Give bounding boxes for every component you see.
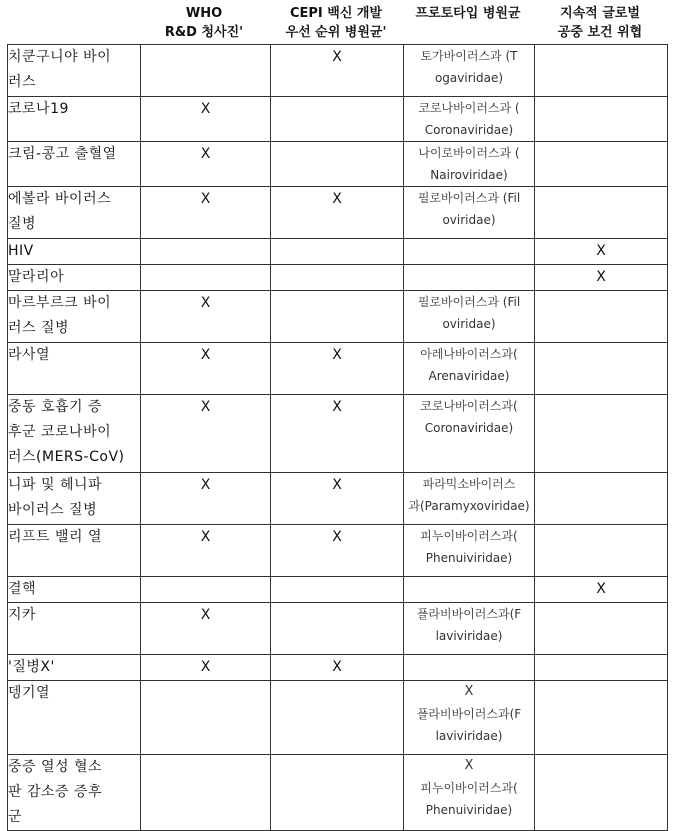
global-threat-mark bbox=[535, 142, 668, 187]
who-mark: X bbox=[141, 97, 271, 142]
disease-name bbox=[8, 142, 141, 187]
cepi-mark bbox=[271, 577, 404, 603]
global-threat-mark bbox=[535, 525, 668, 577]
prototype-family bbox=[404, 291, 535, 343]
cepi-mark: X bbox=[271, 343, 404, 395]
disease-name-line: 중동 호흡기 증 bbox=[8, 399, 103, 415]
prototype-family bbox=[404, 577, 535, 603]
global-threat-mark bbox=[535, 473, 668, 525]
disease-name bbox=[8, 655, 141, 681]
disease-name bbox=[8, 577, 141, 603]
table-row bbox=[8, 603, 668, 655]
header-cepi-priority bbox=[270, 4, 403, 44]
prototype-family bbox=[404, 525, 535, 577]
disease-name-line: 지카 bbox=[8, 607, 37, 623]
cepi-mark bbox=[271, 291, 404, 343]
prototype-family-line: 나이로바이러스과 ( bbox=[418, 146, 520, 160]
disease-name bbox=[8, 603, 141, 655]
table-row bbox=[8, 755, 668, 831]
global-threat-mark: X bbox=[535, 577, 668, 603]
table-row bbox=[8, 577, 668, 603]
table-row bbox=[8, 473, 668, 525]
disease-name bbox=[8, 239, 141, 265]
table-row bbox=[8, 291, 668, 343]
table-row bbox=[8, 525, 668, 577]
who-mark bbox=[141, 577, 271, 603]
header-line: 우선 순위 병원균' bbox=[285, 25, 387, 40]
who-mark: X bbox=[141, 395, 271, 473]
prototype-family bbox=[404, 343, 535, 395]
table-row bbox=[8, 187, 668, 239]
prototype-family bbox=[404, 239, 535, 265]
prototype-family-line: X bbox=[464, 758, 474, 773]
prototype-family-line: 토가바이러스과 (T bbox=[420, 49, 518, 63]
who-mark: X bbox=[141, 525, 271, 577]
header-global-threat bbox=[534, 4, 667, 44]
prototype-family-line: oviridae) bbox=[442, 317, 496, 331]
cepi-mark: X bbox=[271, 395, 404, 473]
disease-name-line: 라사열 bbox=[8, 347, 51, 363]
disease-name-line: 니파 및 헤니파 bbox=[8, 477, 103, 493]
prototype-family-line: laviviridae) bbox=[435, 629, 503, 643]
disease-name-line: 러스(MERS-CoV) bbox=[8, 449, 125, 465]
prototype-family-line: 파라믹소바이러스 bbox=[422, 477, 516, 491]
who-mark bbox=[141, 239, 271, 265]
who-mark: X bbox=[141, 187, 271, 239]
disease-name-line: 판 감소증 증후 bbox=[8, 784, 103, 800]
global-threat-mark bbox=[535, 395, 668, 473]
global-threat-mark bbox=[535, 681, 668, 755]
disease-name-line: '질병X' bbox=[8, 659, 55, 675]
prototype-family bbox=[404, 655, 535, 681]
disease-name-line: 에볼라 바이러스 bbox=[8, 191, 112, 207]
disease-name bbox=[8, 291, 141, 343]
header-line: 지속적 글로벌 bbox=[560, 6, 640, 21]
disease-name-line: 뎅기열 bbox=[8, 685, 51, 701]
cepi-mark: X bbox=[271, 473, 404, 525]
disease-name-line: 바이러스 질병 bbox=[8, 502, 98, 518]
who-mark bbox=[141, 265, 271, 291]
who-mark: X bbox=[141, 655, 271, 681]
prototype-family-line: ogaviridae) bbox=[434, 71, 504, 85]
prototype-family-line: oviridae) bbox=[442, 213, 496, 227]
table-row bbox=[8, 395, 668, 473]
global-threat-mark: X bbox=[535, 265, 668, 291]
disease-name bbox=[8, 97, 141, 142]
table-row bbox=[8, 45, 668, 97]
prototype-family bbox=[404, 187, 535, 239]
prototype-family bbox=[404, 395, 535, 473]
disease-name bbox=[8, 755, 141, 831]
prototype-family-line: 피누이바이러스과( bbox=[420, 529, 518, 543]
header-line: WHO bbox=[185, 6, 223, 21]
header-line: CEPI 백신 개발 bbox=[289, 6, 383, 21]
prototype-family-line: 과(Paramyxoviridae) bbox=[408, 499, 530, 513]
global-threat-mark bbox=[535, 755, 668, 831]
cepi-mark bbox=[271, 97, 404, 142]
header-who-rd-blueprint bbox=[139, 4, 269, 44]
prototype-family-line: 필로바이러스과 (Fil bbox=[417, 191, 521, 205]
cepi-mark: X bbox=[271, 655, 404, 681]
who-mark: X bbox=[141, 603, 271, 655]
disease-name-line: 치쿤구니야 바이 bbox=[8, 49, 112, 65]
prototype-family-line: laviviridae) bbox=[435, 729, 503, 743]
header-line: R&D 청사진' bbox=[164, 25, 244, 40]
prototype-family-line: 코로나바이러스과( bbox=[420, 399, 518, 413]
table-row bbox=[8, 142, 668, 187]
prototype-family bbox=[404, 473, 535, 525]
prototype-family-line: 플라비바이러스과(F bbox=[416, 607, 522, 621]
table-row bbox=[8, 655, 668, 681]
cepi-mark bbox=[271, 603, 404, 655]
table-row bbox=[8, 681, 668, 755]
prototype-family-line: 플라비바이러스과(F bbox=[416, 707, 522, 721]
disease-name bbox=[8, 395, 141, 473]
cepi-mark: X bbox=[271, 525, 404, 577]
global-threat-mark: X bbox=[535, 239, 668, 265]
disease-name-line: 마르부르크 바이 bbox=[8, 295, 112, 311]
disease-name-line: 코로나19 bbox=[8, 101, 69, 117]
prototype-family-line: X bbox=[464, 684, 474, 699]
disease-name-line: 러스 bbox=[8, 74, 37, 90]
prototype-family-line: Phenuiviridae) bbox=[425, 803, 513, 817]
cepi-mark bbox=[271, 142, 404, 187]
who-mark bbox=[141, 681, 271, 755]
prototype-family bbox=[404, 45, 535, 97]
disease-name bbox=[8, 473, 141, 525]
disease-name-line: 중증 열성 혈소 bbox=[8, 759, 103, 775]
disease-name bbox=[8, 265, 141, 291]
who-mark: X bbox=[141, 343, 271, 395]
global-threat-mark bbox=[535, 343, 668, 395]
prototype-family bbox=[404, 603, 535, 655]
disease-name-line: 군 bbox=[8, 809, 23, 825]
disease-name-line: HIV bbox=[8, 243, 34, 259]
disease-name-line: 후군 코로나바이 bbox=[8, 424, 112, 440]
who-mark bbox=[141, 45, 271, 97]
disease-name-line: 러스 질병 bbox=[8, 320, 70, 336]
disease-name bbox=[8, 525, 141, 577]
table-row bbox=[8, 343, 668, 395]
who-mark: X bbox=[141, 291, 271, 343]
prototype-family bbox=[404, 755, 535, 831]
prototype-family bbox=[404, 265, 535, 291]
cepi-mark: X bbox=[271, 45, 404, 97]
cepi-mark bbox=[271, 265, 404, 291]
who-mark: X bbox=[141, 473, 271, 525]
prototype-family-line: 아레나바이러스과( bbox=[420, 347, 518, 361]
prototype-family-line: Coronaviridae) bbox=[424, 123, 514, 137]
prototype-family bbox=[404, 681, 535, 755]
disease-name bbox=[8, 681, 141, 755]
global-threat-mark bbox=[535, 291, 668, 343]
global-threat-mark bbox=[535, 187, 668, 239]
who-mark bbox=[141, 755, 271, 831]
global-threat-mark bbox=[535, 655, 668, 681]
pathogen-table bbox=[7, 44, 668, 831]
table-row bbox=[8, 239, 668, 265]
header-prototype-pathogen bbox=[403, 4, 534, 44]
disease-name-line: 리프트 밸리 열 bbox=[8, 529, 103, 545]
prototype-family-line: 피누이바이러스과( bbox=[420, 781, 518, 795]
prototype-family bbox=[404, 142, 535, 187]
cepi-mark: X bbox=[271, 187, 404, 239]
prototype-family-line: 코로나바이러스과 ( bbox=[418, 101, 520, 115]
prototype-family-line: Nairoviridae) bbox=[430, 168, 508, 182]
global-threat-mark bbox=[535, 97, 668, 142]
header-line: 공중 보건 위협 bbox=[557, 25, 643, 40]
cepi-mark bbox=[271, 239, 404, 265]
prototype-family-line: Phenuiviridae) bbox=[425, 551, 513, 565]
disease-name-line: 결핵 bbox=[8, 581, 37, 597]
prototype-family-line: Arenaviridae) bbox=[428, 369, 510, 383]
prototype-family bbox=[404, 97, 535, 142]
disease-name bbox=[8, 343, 141, 395]
global-threat-mark bbox=[535, 603, 668, 655]
cepi-mark bbox=[271, 681, 404, 755]
prototype-family-line: 필로바이러스과 (Fil bbox=[417, 295, 521, 309]
disease-name bbox=[8, 187, 141, 239]
header-line: 프로토타입 병원균 bbox=[415, 6, 521, 21]
disease-name-line: 말라리아 bbox=[8, 269, 65, 285]
disease-name bbox=[8, 45, 141, 97]
disease-name-line: 크림-콩고 출혈열 bbox=[8, 146, 117, 162]
table-row bbox=[8, 265, 668, 291]
disease-name-line: 질병 bbox=[8, 216, 37, 232]
table-row bbox=[8, 97, 668, 142]
who-mark: X bbox=[141, 142, 271, 187]
prototype-family-line: Coronaviridae) bbox=[424, 421, 514, 435]
cepi-mark bbox=[271, 755, 404, 831]
global-threat-mark bbox=[535, 45, 668, 97]
